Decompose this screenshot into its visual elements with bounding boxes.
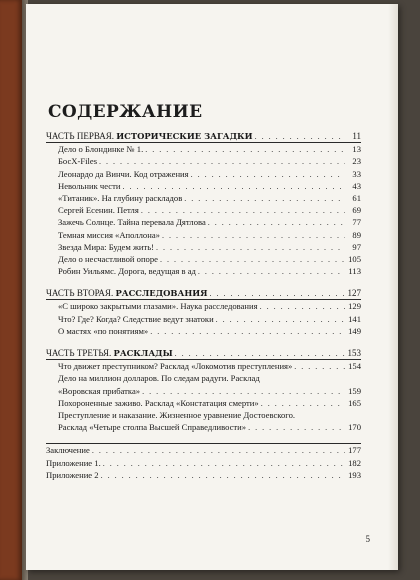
toc-page-number: 129 — [348, 301, 361, 312]
toc-entry — [46, 229, 361, 241]
toc-entry-title: Приложение 1. — [46, 457, 101, 468]
toc-part-name: РАССЛЕДОВАНИЯ — [115, 288, 208, 299]
toc-page-number: 97 — [352, 241, 361, 252]
toc-entry-title: Заключение — [46, 445, 90, 456]
toc-page-number: 43 — [352, 180, 361, 191]
toc-leader-dots — [198, 266, 345, 278]
toc-entry — [46, 241, 361, 253]
toc-part-heading — [46, 130, 361, 142]
toc-title: СОДЕРЖАНИЕ — [48, 102, 203, 122]
toc-entry-title: Что движет преступником? Расклад «Локомотив преступления» — [58, 361, 293, 372]
toc-leader-dots — [255, 131, 345, 143]
toc-part-heading — [46, 287, 361, 299]
toc-page-number: 105 — [348, 253, 361, 264]
toc-entry — [46, 457, 361, 469]
toc-page-number: 154 — [348, 361, 361, 372]
toc-part-name: ИСТОРИЧЕСКИЕ ЗАГАДКИ — [116, 131, 253, 141]
toc-page-number: 182 — [348, 457, 361, 468]
toc-entry-title: Приложение 2 — [46, 469, 99, 480]
toc-page-number: 127 — [347, 288, 361, 299]
toc-entry-title: Похороненные заживо. Расклад «Констатация смерти» — [58, 397, 259, 408]
toc-entry-title: Невольник чести — [58, 180, 121, 191]
toc-entry-title: О мастях «по понятиям» — [58, 325, 149, 336]
toc-entry — [46, 444, 361, 456]
toc-entry-title: Преступление и наказание. Жизненное уравнение Достоевского. — [58, 409, 296, 420]
toc-spacer — [46, 277, 361, 287]
toc-page-number: 23 — [352, 156, 361, 167]
toc-entry — [46, 180, 361, 192]
toc-part-name: РАСКЛАДЫ — [113, 348, 173, 358]
toc-part-label — [46, 287, 208, 299]
toc-leader-dots — [150, 326, 345, 338]
toc-entry-title: Дело о Блондинке № 1. — [58, 144, 144, 155]
toc-entry — [46, 253, 361, 265]
toc-part-prefix: ЧАСТЬ ТРЕТЬЯ. — [46, 348, 114, 358]
toc-entry-title: Звезда Мира: Будем жить! — [58, 241, 155, 252]
toc-part-heading — [46, 347, 361, 359]
toc-entry — [46, 469, 361, 481]
toc-leader-dots — [210, 288, 345, 300]
toc-entry — [46, 421, 361, 433]
toc-entry — [46, 265, 361, 277]
toc-entry — [46, 313, 361, 325]
toc-leader-dots — [175, 348, 345, 360]
toc-entry-title: Темная миссия «Аполлона» — [58, 229, 160, 240]
toc-page-number: 149 — [348, 325, 361, 336]
toc-entry-title: «Воровская прибатка» — [58, 385, 141, 396]
toc-entry-title: Зажечь Солнце. Тайна перевала Дятлова — [58, 217, 206, 228]
toc-page-number: 159 — [348, 385, 361, 396]
toc-spacer — [46, 433, 361, 443]
toc-entry-title: Дело на миллион долларов. По следам радуги. Расклад — [58, 373, 260, 384]
toc-page-number: 153 — [347, 348, 361, 358]
toc-entry-title: Леонардо да Винчи. Код отражения — [58, 168, 189, 179]
toc-page-number: 170 — [348, 422, 361, 433]
toc-page-number: 77 — [352, 217, 361, 228]
toc-entry-title: Робин Уильямс. Дорога, ведущая в ад — [58, 266, 196, 277]
toc-entry — [46, 397, 361, 409]
book-spine — [0, 0, 22, 580]
toc-entry — [46, 385, 361, 397]
toc-entry — [46, 168, 361, 180]
toc-page-number: 33 — [352, 168, 361, 179]
toc-part-prefix: ЧАСТЬ ВТОРАЯ. — [46, 288, 116, 299]
toc-entry — [46, 325, 361, 337]
toc-page-number: 69 — [352, 205, 361, 216]
toc-part-label — [46, 130, 253, 142]
toc-entry — [46, 300, 361, 312]
toc-entry-title: БосХ-Files — [58, 156, 98, 167]
toc-page-number: 141 — [348, 313, 361, 324]
toc-page-number: 193 — [348, 469, 361, 480]
toc-page-number: 89 — [352, 229, 361, 240]
page-edge-shadow — [388, 4, 398, 570]
toc-entry — [46, 216, 361, 228]
toc-entry-title: «Титаник». На глубину раскладов — [58, 192, 183, 203]
toc-entry — [46, 192, 361, 204]
toc-page-number: 177 — [348, 445, 361, 456]
toc-page-number: 165 — [348, 397, 361, 408]
toc-entry-title: Что? Где? Когда? Следствие ведут знатоки — [58, 313, 214, 324]
toc-entry — [46, 372, 361, 384]
toc-entry — [46, 204, 361, 216]
toc-leader-dots — [101, 470, 345, 482]
book-page — [26, 4, 398, 570]
toc-page-number: 13 — [352, 144, 361, 155]
toc-entry — [46, 143, 361, 155]
table-of-contents — [46, 130, 361, 481]
toc-spacer — [46, 337, 361, 347]
toc-entry — [46, 155, 361, 167]
toc-part-label — [46, 347, 173, 359]
toc-page-number: 11 — [352, 131, 361, 141]
toc-entry-title: Сергей Есенин. Петля — [58, 205, 139, 216]
toc-entry-title: Расклад «Четыре столпа Высшей Справедливости» — [58, 422, 247, 433]
toc-leader-dots — [248, 422, 345, 434]
toc-part-prefix: ЧАСТЬ ПЕРВАЯ. — [46, 131, 117, 141]
toc-entry — [46, 409, 361, 421]
toc-entry-title: Дело о несчастливой опоре — [58, 253, 158, 264]
page-number: 5 — [365, 534, 370, 544]
toc-entry-title: «С широко закрытыми глазами». Наука расследования — [58, 301, 258, 312]
toc-page-number: 61 — [352, 192, 361, 203]
toc-page-number: 113 — [348, 266, 361, 277]
toc-entry — [46, 360, 361, 372]
